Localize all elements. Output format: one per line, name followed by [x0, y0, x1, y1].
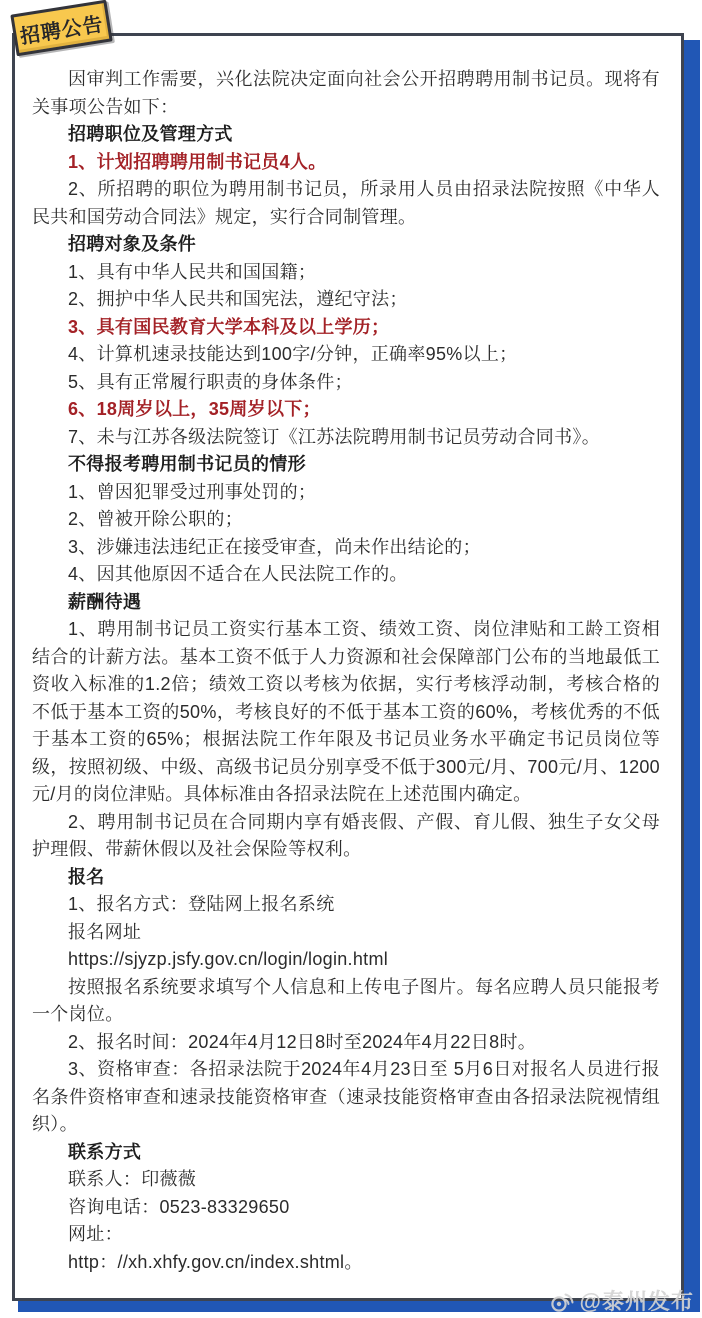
section-heading: 薪酬待遇 [68, 591, 142, 612]
badge-label: 招聘公告 [18, 13, 106, 48]
paragraph: 5、具有正常履行职责的身体条件； [68, 371, 353, 392]
paragraph: 报名网址 [68, 921, 142, 942]
paragraph: 3、涉嫌违法违纪正在接受审查，尚未作出结论的； [68, 536, 481, 557]
watermark-handle: @泰州发布 [579, 1289, 694, 1314]
announcement-body [32, 66, 660, 1276]
paragraph: 联系人：印薇薇 [68, 1169, 197, 1189]
paragraph: 网址： [68, 1224, 123, 1244]
paragraph: 2、报名时间：2024年4月12日8时至2024年4月22日8时。 [68, 1031, 537, 1052]
paragraph: 7、未与江苏各级法院签订《江苏法院聘用制书记员劳动合同书》。 [68, 426, 601, 447]
paragraph: 1、具有中华人民共和国国籍； [68, 261, 317, 282]
paragraph: 6、18周岁以上，35周岁以下； [68, 399, 321, 419]
paragraph: 3、资格审查：各招录法院于2024年4月23日至 5月6日对报名人员进行报名条件资格审查和速录技能资格审查（速录技能资格审查由各招录法院视情组织）。 [32, 1059, 660, 1134]
paragraph: 2、拥护中华人民共和国宪法，遵纪守法； [68, 289, 408, 309]
weibo-icon [549, 1288, 575, 1314]
paragraph: 1、聘用制书记员工资实行基本工资、绩效工资、岗位津贴和工龄工资相结合的计薪方法。基本工资不低于人力资源和社会保障部门公布的当地最低工资收入标准的1.2倍；绩效工资以考核为依据，实行考核浮动制，考核合格的不低于基本工资的50%，考核良好的不低于基本工资的60%，考核优秀的不低于基本工资的65%；根据法院工作年限及书记员业务水平确定书记员岗位等级，按照初级、中级、高级书记员分别享受不低于300元/月、700元/月、1200元/月的岗位津贴。具体标准由各招录法院在上述范围内确定。 [32, 619, 660, 804]
watermark [549, 1285, 694, 1316]
paragraph: http：//xh.xhfy.gov.cn/index.shtml。 [68, 1251, 363, 1272]
paragraph: 4、计算机速录技能达到100字/分钟，正确率95%以上； [68, 344, 518, 364]
announcement-card [12, 33, 684, 1301]
paragraph: 2、所招聘的职位为聘用制书记员，所录用人员由招录法院按照《中华人民共和国劳动合同法》规定，实行合同制管理。 [32, 179, 660, 227]
paragraph: 4、因其他原因不适合在人民法院工作的。 [68, 564, 408, 584]
section-heading: 招聘职位及管理方式 [68, 124, 233, 144]
paragraph: 1、曾因犯罪受过刑事处罚的； [68, 481, 317, 502]
paragraph: 因审判工作需要，兴化法院决定面向社会公开招聘聘用制书记员。现将有关事项公告如下： [32, 69, 660, 117]
section-heading: 报名 [68, 866, 105, 887]
paragraph: 咨询电话：0523-83329650 [68, 1196, 290, 1217]
paragraph: 1、计划招聘聘用制书记员4人。 [68, 151, 327, 172]
section-heading: 不得报考聘用制书记员的情形 [68, 454, 306, 474]
paragraph: 1、报名方式：登陆网上报名系统 [68, 894, 335, 914]
section-heading: 招聘对象及条件 [68, 234, 197, 254]
paragraph: https://sjyzp.jsfy.gov.cn/login/login.html [68, 949, 389, 969]
section-heading: 联系方式 [68, 1141, 142, 1162]
paragraph: 按照报名系统要求填写个人信息和上传电子图片。每名应聘人员只能报考一个岗位。 [32, 976, 660, 1024]
paragraph: 2、曾被开除公职的； [68, 509, 244, 529]
paragraph: 3、具有国民教育大学本科及以上学历； [68, 316, 390, 337]
paragraph: 2、聘用制书记员在合同期内享有婚丧假、产假、育儿假、独生子女父母护理假、带薪休假以及社会保险等权利。 [32, 811, 660, 859]
